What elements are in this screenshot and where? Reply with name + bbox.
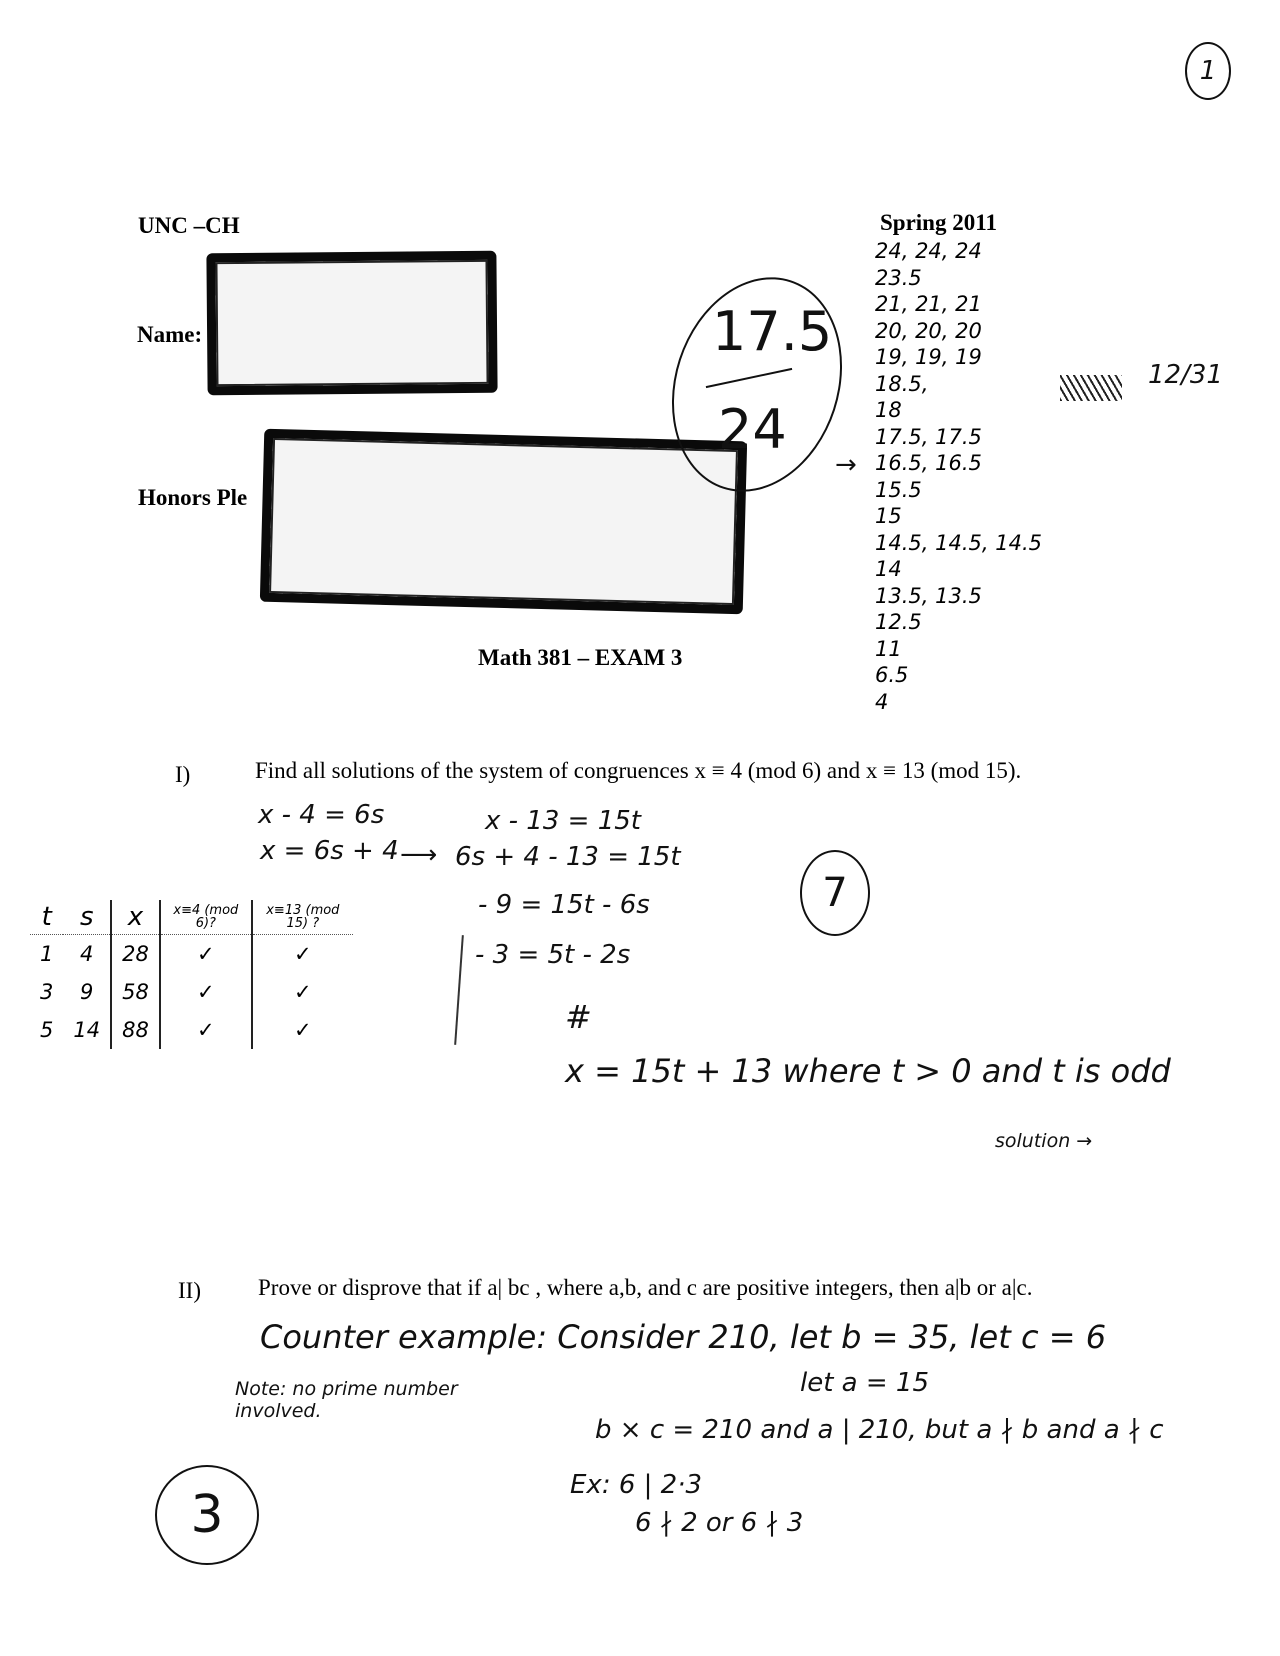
score-entry: 24, 24, 24 — [875, 239, 982, 263]
table-header-s: s — [63, 900, 111, 935]
table-cell: 3 — [40, 980, 54, 1004]
institution-label: UNC –CH — [138, 213, 240, 238]
check-mark: ✓ — [252, 935, 353, 974]
score-entry: 11 — [875, 636, 902, 661]
q1-bracket-line — [454, 935, 464, 1045]
table-cell: 28 — [111, 935, 160, 974]
score-entry: 18.5, — [875, 371, 929, 396]
table-row — [30, 935, 353, 974]
table-cell: 4 — [80, 942, 94, 966]
redacted-name-box — [206, 251, 497, 396]
score-entry: 14 — [875, 557, 902, 581]
question2-prompt: Prove or disprove that if a| bc , where a,b, and c are positive integers, then a|b or a|c. — [258, 1275, 1033, 1300]
question1-number: I) — [175, 762, 191, 787]
term-label: Spring 2011 — [880, 210, 997, 235]
q2-note: Note: no prime number involved. — [235, 1378, 458, 1422]
score-entry: 17.5, 17.5 — [875, 424, 982, 449]
score-marker-arrow: → — [835, 450, 857, 480]
page-number-circled — [1185, 42, 1231, 100]
q1-answer-note: solution → — [995, 1130, 1093, 1152]
table-header-mod6: x≡4 (mod 6)? — [160, 900, 252, 935]
q1-work-line2b: 6s + 4 - 13 = 15t — [455, 842, 681, 872]
score-entry: 23.5 — [875, 265, 922, 290]
check-mark: ✓ — [252, 973, 353, 1011]
score-distribution-list — [875, 238, 1042, 715]
question2-number: II) — [178, 1278, 201, 1303]
score-entry: 19, 19, 19 — [875, 345, 982, 369]
page-number: 1 — [1199, 56, 1217, 86]
q1-work-line2a: x = 6s + 4 — [260, 836, 399, 866]
q1-work-arrow: ⟶ — [400, 840, 438, 870]
table-header-x: x — [111, 900, 160, 935]
q2-work-line3: b × c = 210 and a | 210, but a ∤ b and a ∤ c — [595, 1415, 1164, 1445]
q1-answer: x = 15t + 13 where t > 0 and t is odd — [565, 1052, 1171, 1090]
q2-points: 3 — [190, 1485, 224, 1545]
q2-example-line1: Ex: 6 | 2·3 — [570, 1470, 703, 1500]
score-entry: 15.5 — [875, 477, 922, 502]
table-row — [30, 973, 353, 1011]
score-entry: 18 — [875, 398, 902, 422]
score-entry: 20, 20, 20 — [875, 318, 982, 343]
table-cell: 88 — [111, 1011, 160, 1049]
grade-score: 17.5 — [712, 300, 833, 363]
q2-work-line2: let a = 15 — [800, 1368, 930, 1398]
name-label: Name: — [137, 322, 203, 347]
score-entry: 14.5, 14.5, 14.5 — [875, 530, 1042, 555]
table-header-mod15: x≡13 (mod 15) ? — [252, 900, 353, 935]
q1-work-line3: - 9 = 15t - 6s — [478, 890, 650, 920]
q1-points-circled — [800, 850, 870, 936]
score-entry: 21, 21, 21 — [875, 292, 982, 316]
table-cell: 9 — [80, 980, 94, 1004]
score-entry: 16.5, 16.5 — [875, 451, 982, 475]
honors-pledge-label: Honors Ple — [138, 485, 248, 510]
table-cell: 1 — [40, 942, 54, 966]
score-entry: 4 — [875, 689, 889, 714]
q1-work-line1a: x - 4 = 6s — [258, 800, 385, 830]
check-mark: ✓ — [160, 973, 252, 1011]
q2-work-line1: Counter example: Consider 210, let b = 35, let c = 6 — [260, 1318, 1107, 1356]
q1-work-line4: - 3 = 5t - 2s — [475, 940, 631, 970]
grade-total: 24 — [718, 398, 787, 461]
q1-work-table — [30, 900, 353, 1049]
redacted-signature-box — [260, 429, 747, 615]
q2-example-line2: 6 ∤ 2 or 6 ∤ 3 — [635, 1508, 804, 1538]
q1-double-underline-mark: # — [565, 998, 592, 1036]
scribble-mark — [1060, 375, 1122, 401]
question1-prompt: Find all solutions of the system of congruences x ≡ 4 (mod 6) and x ≡ 13 (mod 15). — [255, 758, 1022, 783]
score-entry: 15 — [875, 504, 902, 528]
q1-points: 7 — [822, 870, 848, 916]
score-entry: 6.5 — [875, 663, 909, 687]
check-mark: ✓ — [160, 935, 252, 974]
table-header-row — [30, 900, 353, 935]
check-mark: ✓ — [160, 1011, 252, 1049]
score-entry: 13.5, 13.5 — [875, 583, 982, 608]
q2-points-circled — [155, 1465, 259, 1565]
exam-title: Math 381 – EXAM 3 — [478, 645, 683, 670]
table-cell: 5 — [40, 1018, 54, 1042]
check-mark: ✓ — [252, 1011, 353, 1049]
date-note: 12/31 — [1148, 360, 1223, 390]
table-cell: 14 — [73, 1018, 101, 1042]
table-cell: 58 — [111, 973, 160, 1011]
score-entry: 12.5 — [875, 610, 922, 634]
q1-work-line1b: x - 13 = 15t — [485, 806, 641, 836]
table-header-t: t — [30, 900, 63, 935]
table-row — [30, 1011, 353, 1049]
